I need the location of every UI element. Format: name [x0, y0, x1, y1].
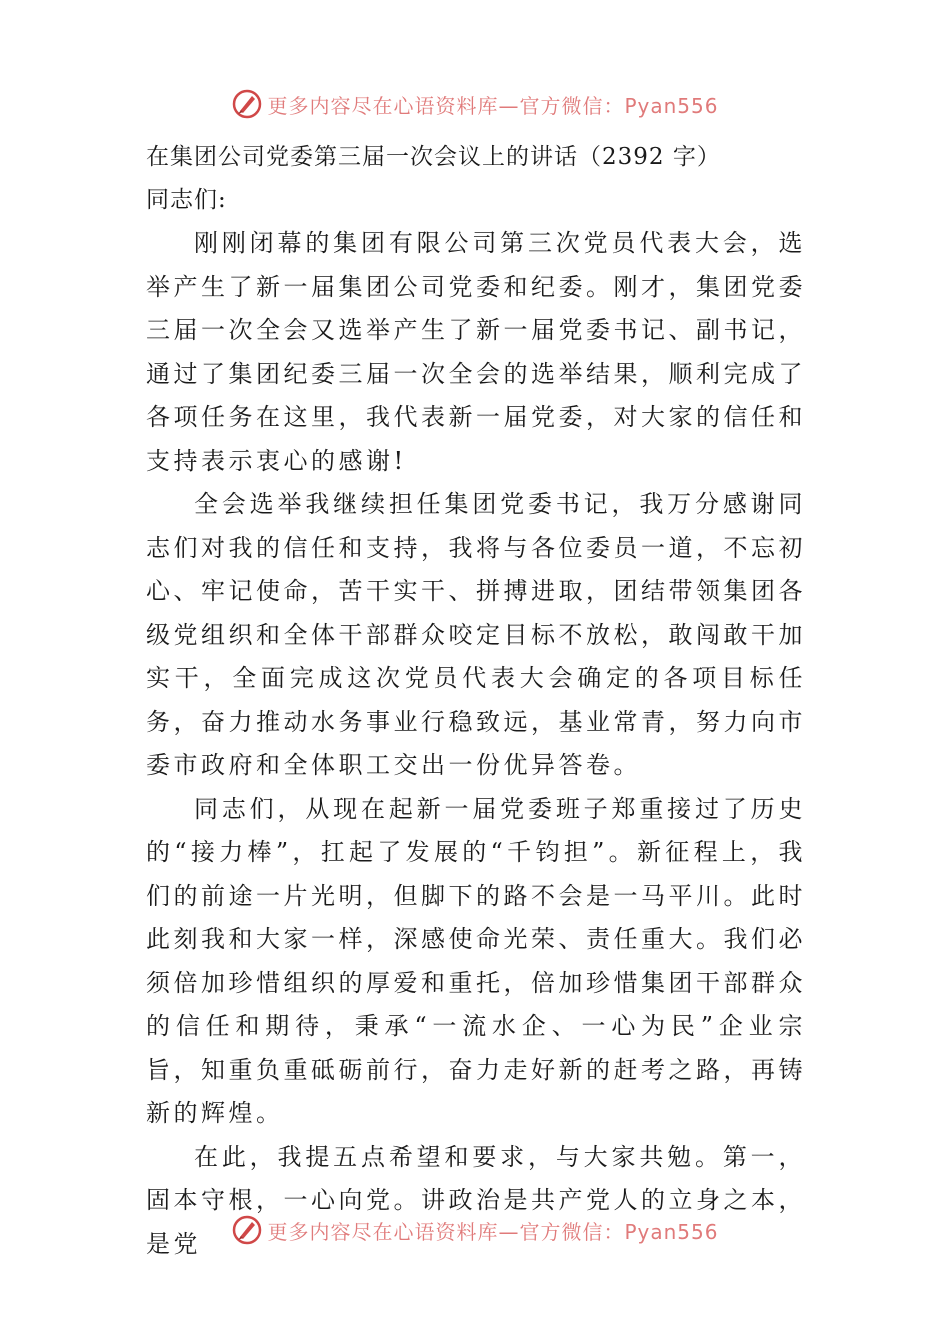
- salutation: 同志们:: [146, 187, 227, 213]
- paragraph-3: 同志们，从现在起新一届党委班子郑重接过了历史的“接力棒”，扛起了发展的“千钧担”。新征程上，我们的前途一片光明，但脚下的路不会是一马平川。此时此刻我和大家一样，深感使命光荣、责任重大。我们必须倍加珍惜组织的厚爱和重托，倍加珍惜集团干部群众的信任和期待，秉承“一流水企、一心为民”企业宗旨，知重负重砥砺前行，奋力走好新的赶考之路，再铸新的辉煌。: [146, 794, 806, 1127]
- paragraph-4: 在此，我提五点希望和要求，与大家共勉。第一，固本守根，一心向党。讲政治是共产党人的立身之本，是党: [146, 1142, 806, 1258]
- pen-circle-icon: [231, 1214, 263, 1246]
- paragraph-2: 全会选举我继续担任集团党委书记，我万分感谢同志们对我的信任和支持，我将与各位委员一道，不忘初心、牢记使命，苦干实干、拼搏进取，团结带领集团各级党组织和全体干部群众咬定目标不放松，敢闯敢干加实干，全面完成这次党员代表大会确定的各项目标任务，奋力推动水务事业行稳致远，基业常青，努力向市委市政府和全体职工交出一份优异答卷。: [146, 490, 806, 779]
- banner-text: 更多内容尽在心语资料库—官方微信：Pyan556: [267, 1219, 719, 1244]
- paragraph-1: 刚刚闭幕的集团有限公司第三次党员代表大会，选举产生了新一届集团公司党委和纪委。刚才，集团党委三届一次全会又选举产生了新一届党委书记、副书记，通过了集团纪委三届一次全会的选举结果，顺利完成了各项任务在这里，我代表新一届党委，对大家的信任和支持表示衷心的感谢!: [146, 229, 806, 475]
- banner-text: 更多内容尽在心语资料库—官方微信：Pyan556: [267, 93, 719, 118]
- pen-circle-icon: [231, 88, 263, 120]
- document-title: 在集团公司党委第三届一次会议上的讲话（2392 字）: [146, 144, 721, 170]
- header-banner: [0, 86, 950, 122]
- footer-banner: [0, 1212, 950, 1248]
- document-body: [146, 136, 806, 1266]
